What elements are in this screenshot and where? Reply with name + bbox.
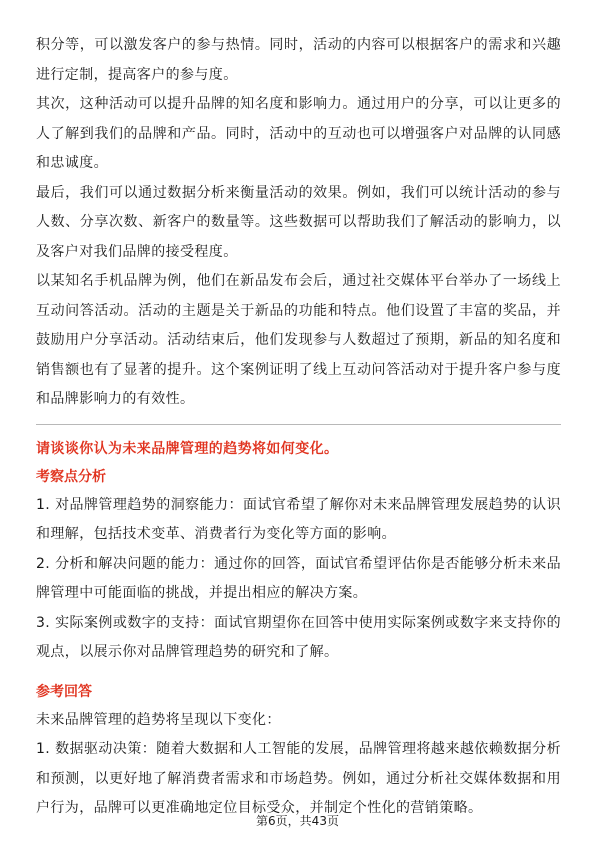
reference-heading: 参考回答 [36, 683, 92, 700]
analysis-item: 3. 实际案例或数字的支持：面试官期望你在回答中使用实际案例或数字来支持你的观点，以展示你对品牌管理趋势的研究和了解。 [36, 614, 561, 660]
body-paragraph: 积分等，可以激发客户的参与热情。同时，活动的内容可以根据客户的需求和兴趣进行定制，提高客户的参与度。 [36, 37, 561, 83]
analysis-heading: 考察点分析 [36, 468, 106, 485]
body-paragraph: 最后，我们可以通过数据分析来衡量活动的效果。例如，我们可以统计活动的参与人数、分享次数、新客户的数量等。这些数据可以帮助我们了解活动的影响力，以及客户对我们品牌的接受程度。 [36, 184, 561, 260]
section-divider [36, 424, 561, 425]
page-content [36, 31, 561, 824]
analysis-item: 1. 对品牌管理趋势的洞察能力：面试官希望了解你对未来品牌管理发展趋势的认识和理解，包括技术变革、消费者行为变化等方面的影响。 [36, 496, 561, 542]
body-paragraph: 以某知名手机品牌为例，他们在新品发布会后，通过社交媒体平台举办了一场线上互动问答活动。活动的主题是关于新品的功能和特点。他们设置了丰富的奖品，并鼓励用户分享活动。活动结束后，他们发现参与人数超过了预期，新品的知名度和销售额也有了显著的提升。这个案例证明了线上互动问答活动对于提升客户参与度和品牌影响力的有效性。 [36, 273, 561, 407]
question-title: 请谈谈你认为未来品牌管理的趋势将如何变化。 [36, 440, 339, 457]
page-number: 第6页，共43页 [256, 814, 339, 828]
analysis-item: 2. 分析和解决问题的能力：通过你的回答，面试官希望评估你是否能够分析未来品牌管理中可能面临的挑战，并提出相应的解决方案。 [36, 555, 561, 601]
reference-intro: 未来品牌管理的趋势将呈现以下变化： [36, 711, 281, 728]
body-paragraph: 其次，这种活动可以提升品牌的知名度和影响力。通过用户的分享，可以让更多的人了解到我们的品牌和产品。同时，活动中的互动也可以增强客户对品牌的认同感和忠诚度。 [36, 96, 561, 171]
reference-item: 1. 数据驱动决策：随着大数据和人工智能的发展，品牌管理将越来越依赖数据分析和预测，以更好地了解消费者需求和市场趋势。例如，通过分析社交媒体数据和用户行为，品牌可以更准确地定位目标受众，并制定个性化的营销策略。 [36, 741, 561, 816]
